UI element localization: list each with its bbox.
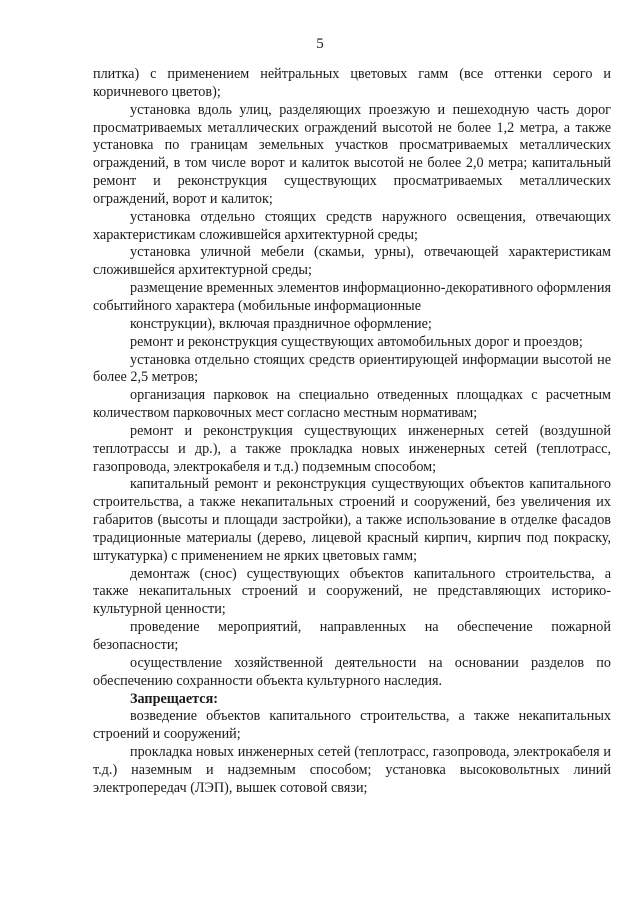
paragraph-temporary-decor-cont: конструкции), включая праздничное оформление; (130, 315, 432, 332)
document-body (93, 66, 611, 798)
paragraph-fire-safety: проведение мероприятий, направленных на обеспечение пожарной безопасности; (93, 619, 611, 653)
prohibited-heading: Запрещается: (130, 690, 218, 707)
paragraph-demolition: демонтаж (снос) существующих объектов капитального строительства, а также некапитальных строений и сооружений, не представляющих историко-культурной ценности; (93, 565, 611, 618)
paragraph-signage: установка отдельно стоящих средств ориентирующей информации высотой не более 2,5 метров; (93, 351, 611, 386)
paragraph-capital-repair: капитальный ремонт и реконструкция существующих объектов капитального строительства, а также некапитальных строений и сооружений, без увеличения их габаритов (высоты и площади застройки), а также использование в отделке фасадов традиционные материалы (дерево, лицевой красный кирпич, кирпич под покраску, штукатурка) с применением не ярких цветовых гамм; (93, 476, 611, 564)
paragraph-utility-networks: ремонт и реконструкция существующих инженерных сетей (воздушной теплотрассы и др.), а также прокладка новых инженерных сетей (теплотрасс, газопровода, электрокабеля и т.д.) подземным способом; (93, 422, 611, 475)
paragraph-fences: установка вдоль улиц, разделяющих проезжую и пешеходную часть дорог просматриваемых металлических ограждений высотой не более 1,2 метра, а также установка по границам земельных участков просматриваемых металлических ограждений, в том числе ворот и калиток высотой не более 2,0 метра; капитальный ремонт и реконструкция существующих просматриваемых металлических ограждений, ворот и калиток; (93, 101, 611, 207)
paragraph-continuation: плитка) с применением нейтральных цветовых гамм (все оттенки серого и коричневого цветов); (93, 66, 611, 100)
paragraph-temporary-decor: размещение временных элементов информационно-декоративного оформления событийного характера (мобильные информационные (93, 280, 611, 314)
paragraph-economic-activity: осуществление хозяйственной деятельности на основании разделов по обеспечению сохранности объекта культурного наследия. (93, 654, 611, 689)
paragraph-prohibited-networks: прокладка новых инженерных сетей (теплотрасс, газопровода, электрокабеля и т.д.) наземным и надземным способом; установка высоковольтных линий электропередач (ЛЭП), вышек сотовой связи; (93, 744, 611, 796)
paragraph-lighting: установка отдельно стоящих средств наружного освещения, отвечающих характеристикам сложившейся архитектурной среды; (93, 208, 611, 243)
paragraph-prohibited-construction: возведение объектов капитального строительства, а также некапитальных строений и сооружений; (93, 708, 611, 743)
paragraph-street-furniture: установка уличной мебели (скамьи, урны), отвечающей характеристикам сложившейся архитектурной среды; (93, 244, 611, 279)
page-number: 5 (316, 36, 324, 52)
paragraph-parking: организация парковок на специально отведенных площадках с расчетным количеством парковочных мест согласно местным нормативам; (93, 387, 611, 422)
paragraph-roads: ремонт и реконструкция существующих автомобильных дорог и проездов; (130, 333, 583, 350)
